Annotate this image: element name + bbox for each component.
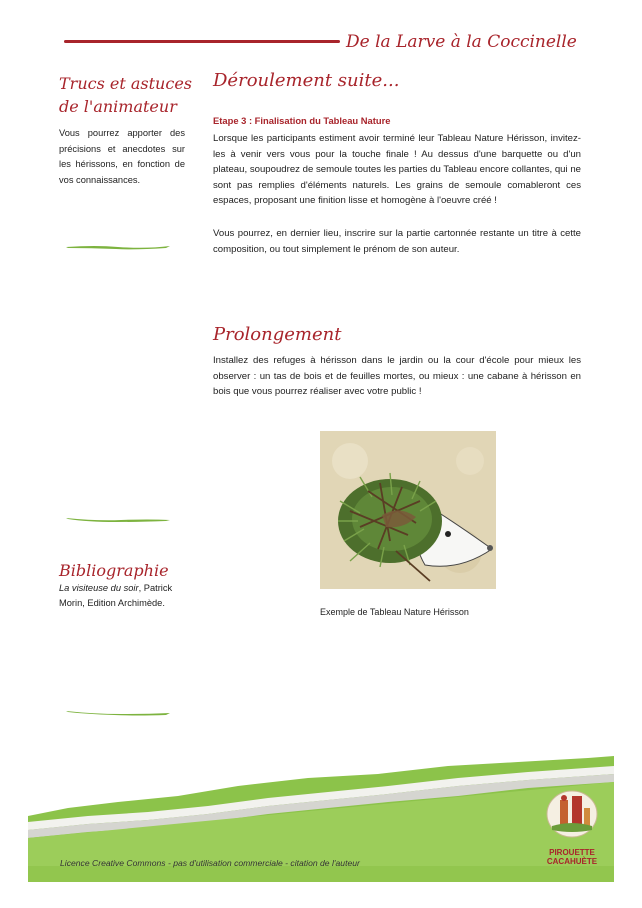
license-text: Licence Creative Commons - pas d'utilisation commerciale - citation de l'auteur <box>60 858 360 868</box>
step-paragraph-1: Lorsque les participants estiment avoir terminé leur Tableau Nature Hérisson, invitez-les à venir vers vous pour la touche finale ! Au dessus d'une barquette ou d'un plateau, soupoudrez de semoule toutes les parties du Tableau encore collantes, qui ne sont pas remplies d'éléments naturels. Les grains de semoule comableront ces espaces, proposant une finition lisse et homogène à l'oeuvre créé ! <box>213 133 581 206</box>
tips-title-line1: Trucs et astuces <box>59 74 192 93</box>
step-title: Etape 3 : Finalisation du Tableau Nature <box>213 115 391 126</box>
step-paragraph-2: Vous pourrez, en dernier lieu, inscrire sur la partie cartonnée restante un titre à cette composition, ou tout simplement le prénom de son auteur. <box>213 228 581 255</box>
logo-line2: CACAHUÈTE <box>546 857 598 866</box>
photo-caption: Exemple de Tableau Nature Hérisson <box>320 607 469 617</box>
logo-wordmark <box>540 848 604 866</box>
grass-divider-3 <box>66 710 170 716</box>
main-title: Déroulement suite... <box>213 70 400 91</box>
prolong-title: Prolongement <box>213 324 342 345</box>
biblio-details: , Patrick Morin, Edition Archimède. <box>59 583 173 608</box>
logo-line1: PIROUETTE <box>549 848 595 857</box>
tips-text: Vous pourrez apporter des précisions et anecdotes sur les hérissons, en fonction de vos connaissances. <box>59 128 185 185</box>
pirouette-cacahuete-logo <box>546 790 598 838</box>
biblio-text <box>59 581 189 611</box>
biblio-book-title: La visiteuse du soir <box>59 583 139 593</box>
grass-divider-1 <box>66 244 170 250</box>
grass-divider-2 <box>66 516 170 522</box>
hedgehog-board-photo <box>320 431 496 589</box>
header-title: De la Larve à la Coccinelle <box>346 32 577 52</box>
tips-title-line2: de l'animateur <box>59 97 177 116</box>
header-rule <box>64 40 340 43</box>
biblio-title: Bibliographie <box>59 561 169 580</box>
tips-title <box>59 72 194 118</box>
prolong-paragraph: Installez des refuges à hérisson dans le jardin ou la cour d'école pour mieux les observer : un tas de bois et de feuilles mortes, ou mieux : une cabane à hérisson en bois que vous pourrez réaliser avec votre public ! <box>213 355 581 397</box>
